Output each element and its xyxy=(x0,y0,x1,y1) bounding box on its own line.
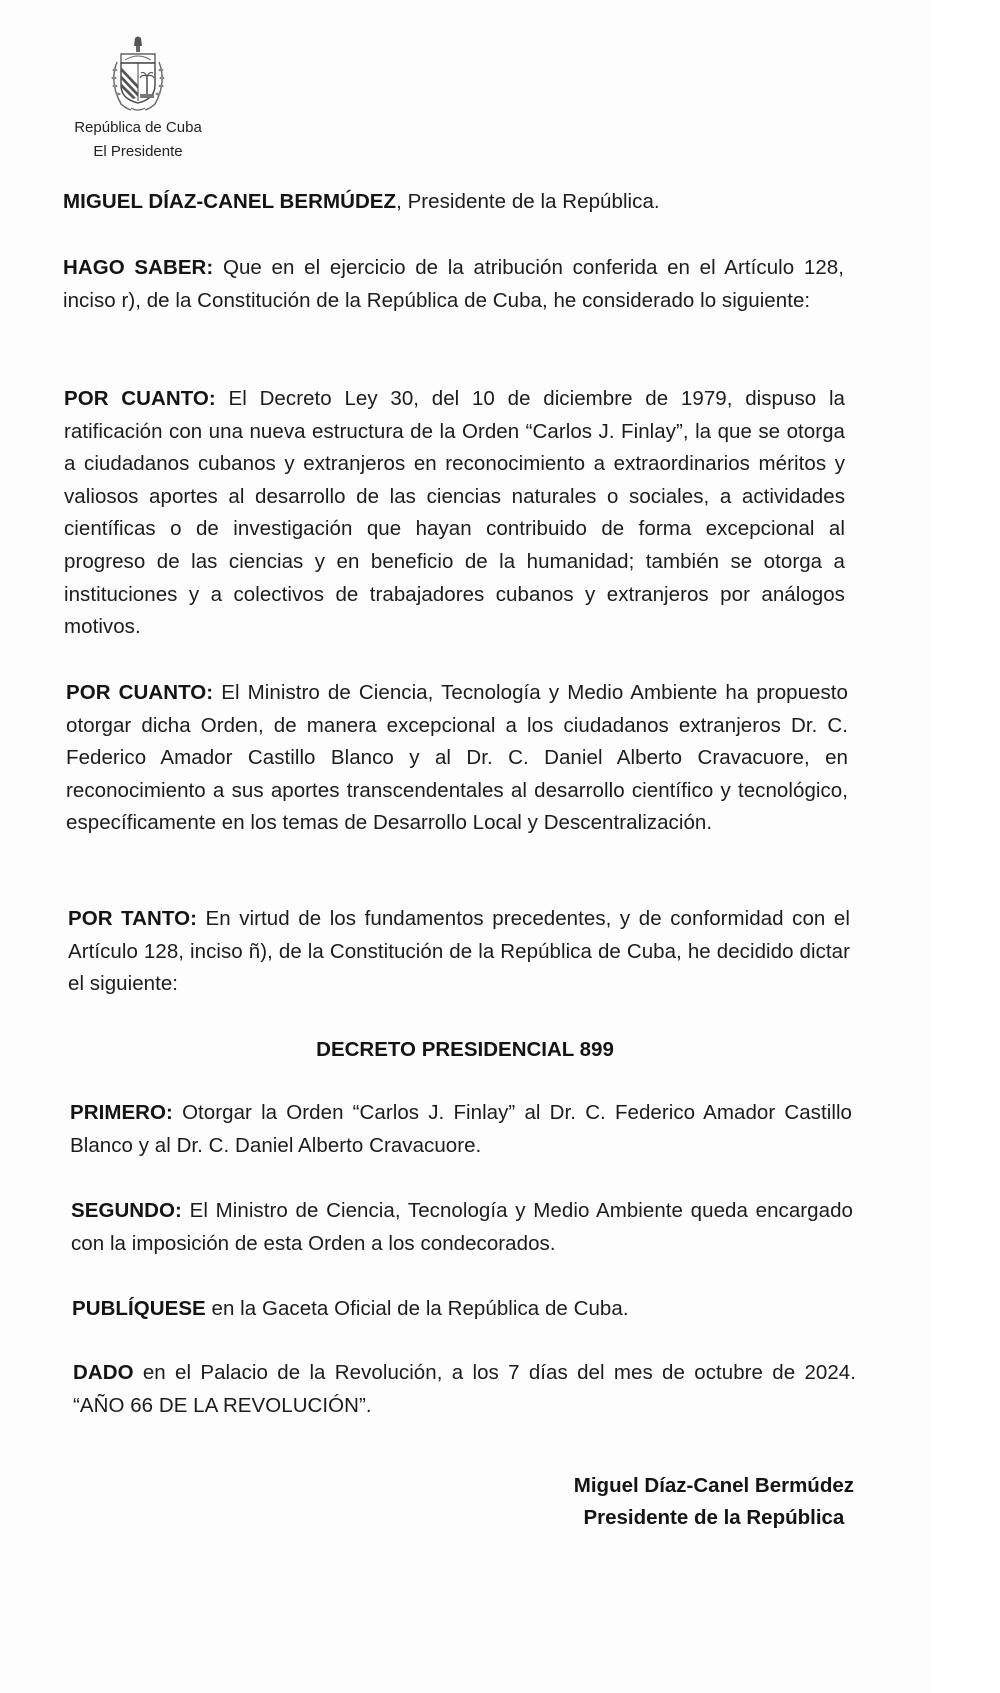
publiquese-text: en la Gaceta Oficial de la República de Cuba. xyxy=(205,1297,629,1320)
por-cuanto-2-text: El Ministro de Ciencia, Tecnología y Medio Ambiente ha propuesto otorgar dicha Orden, de manera excepcional a los ciudadanos extranjeros Dr. C. Federico Amador Castillo Blanco y al Dr. C. Daniel Alberto Cravacuore, en reconocimiento a sus aportes transcendentales al desarrollo científico y tecnológico, específicamente en los temas de Desarrollo Local y Descentralización. xyxy=(66,681,848,835)
primero-paragraph xyxy=(70,1097,852,1162)
letterhead-country: República de Cuba xyxy=(74,119,202,136)
hago-saber-paragraph xyxy=(63,252,844,317)
intro-paragraph xyxy=(63,186,843,219)
por-cuanto-2-paragraph xyxy=(66,677,848,840)
letterhead-office: El Presidente xyxy=(93,143,183,160)
por-cuanto-1-paragraph xyxy=(64,383,845,644)
dado-paragraph xyxy=(73,1357,856,1422)
por-cuanto-1-label: POR CUANTO: xyxy=(64,387,216,410)
segundo-paragraph xyxy=(71,1195,853,1260)
primero-label: PRIMERO: xyxy=(70,1101,173,1124)
por-cuanto-2-label: POR CUANTO: xyxy=(66,681,214,704)
hago-saber-text: Que en el ejercicio de la atribución conferida en el Artículo 128, inciso r), de la Constitución de la República de Cuba, he considerado lo siguiente: xyxy=(63,256,844,312)
por-cuanto-1-text: El Decreto Ley 30, del 10 de diciembre de 1979, dispuso la ratificación con una nueva estructura de la Orden “Carlos J. Finlay”, la que se otorga a ciudadanos cubanos y extranjeros en reconocimiento a extraordinarios méritos y valiosos aportes al desarrollo de las ciencias naturales o sociales, a actividades científicas o de investigación que hayan contribuido de forma excepcional al progreso de las ciencias y en beneficio de la humanidad; también se otorga a instituciones y a colectivos de trabajadores cubanos y extranjeros por análogos motivos. xyxy=(64,387,845,639)
por-tanto-paragraph xyxy=(68,903,850,1001)
segundo-text: El Ministro de Ciencia, Tecnología y Medio Ambiente queda encargado con la imposición de esta Orden a los condecorados. xyxy=(71,1199,853,1255)
publiquese-paragraph xyxy=(72,1293,854,1326)
letterhead xyxy=(58,34,218,164)
publiquese-label: PUBLÍQUESE xyxy=(72,1297,206,1320)
coat-of-arms-icon xyxy=(105,34,171,114)
por-tanto-text: En virtud de los fundamentos precedentes, y de conformidad con el Artículo 128, inciso ñ), de la Constitución de la República de Cuba, he decidido dictar el siguiente: xyxy=(68,907,850,996)
dado-label: DADO xyxy=(73,1361,134,1384)
signatory-title: Presidente de la República xyxy=(583,1506,845,1529)
intro-bold: MIGUEL DÍAZ-CANEL BERMÚDEZ xyxy=(63,190,397,213)
signatory-name: Miguel Díaz-Canel Bermúdez xyxy=(573,1474,854,1497)
intro-text: , Presidente de la República. xyxy=(396,190,660,213)
dado-text: en el Palacio de la Revolución, a los 7 días del mes de octubre de 2024. “AÑO 66 DE LA REVOLUCIÓN”. xyxy=(73,1361,856,1417)
signature-block xyxy=(574,1470,854,1534)
primero-text: Otorgar la Orden “Carlos J. Finlay” al Dr. C. Federico Amador Castillo Blanco y al Dr. C. Daniel Alberto Cravacuore. xyxy=(70,1101,852,1157)
decree-title: DECRETO PRESIDENCIAL 899 xyxy=(316,1038,614,1061)
por-tanto-label: POR TANTO: xyxy=(68,907,197,930)
segundo-label: SEGUNDO: xyxy=(71,1199,182,1222)
hago-saber-label: HAGO SABER: xyxy=(63,256,214,279)
